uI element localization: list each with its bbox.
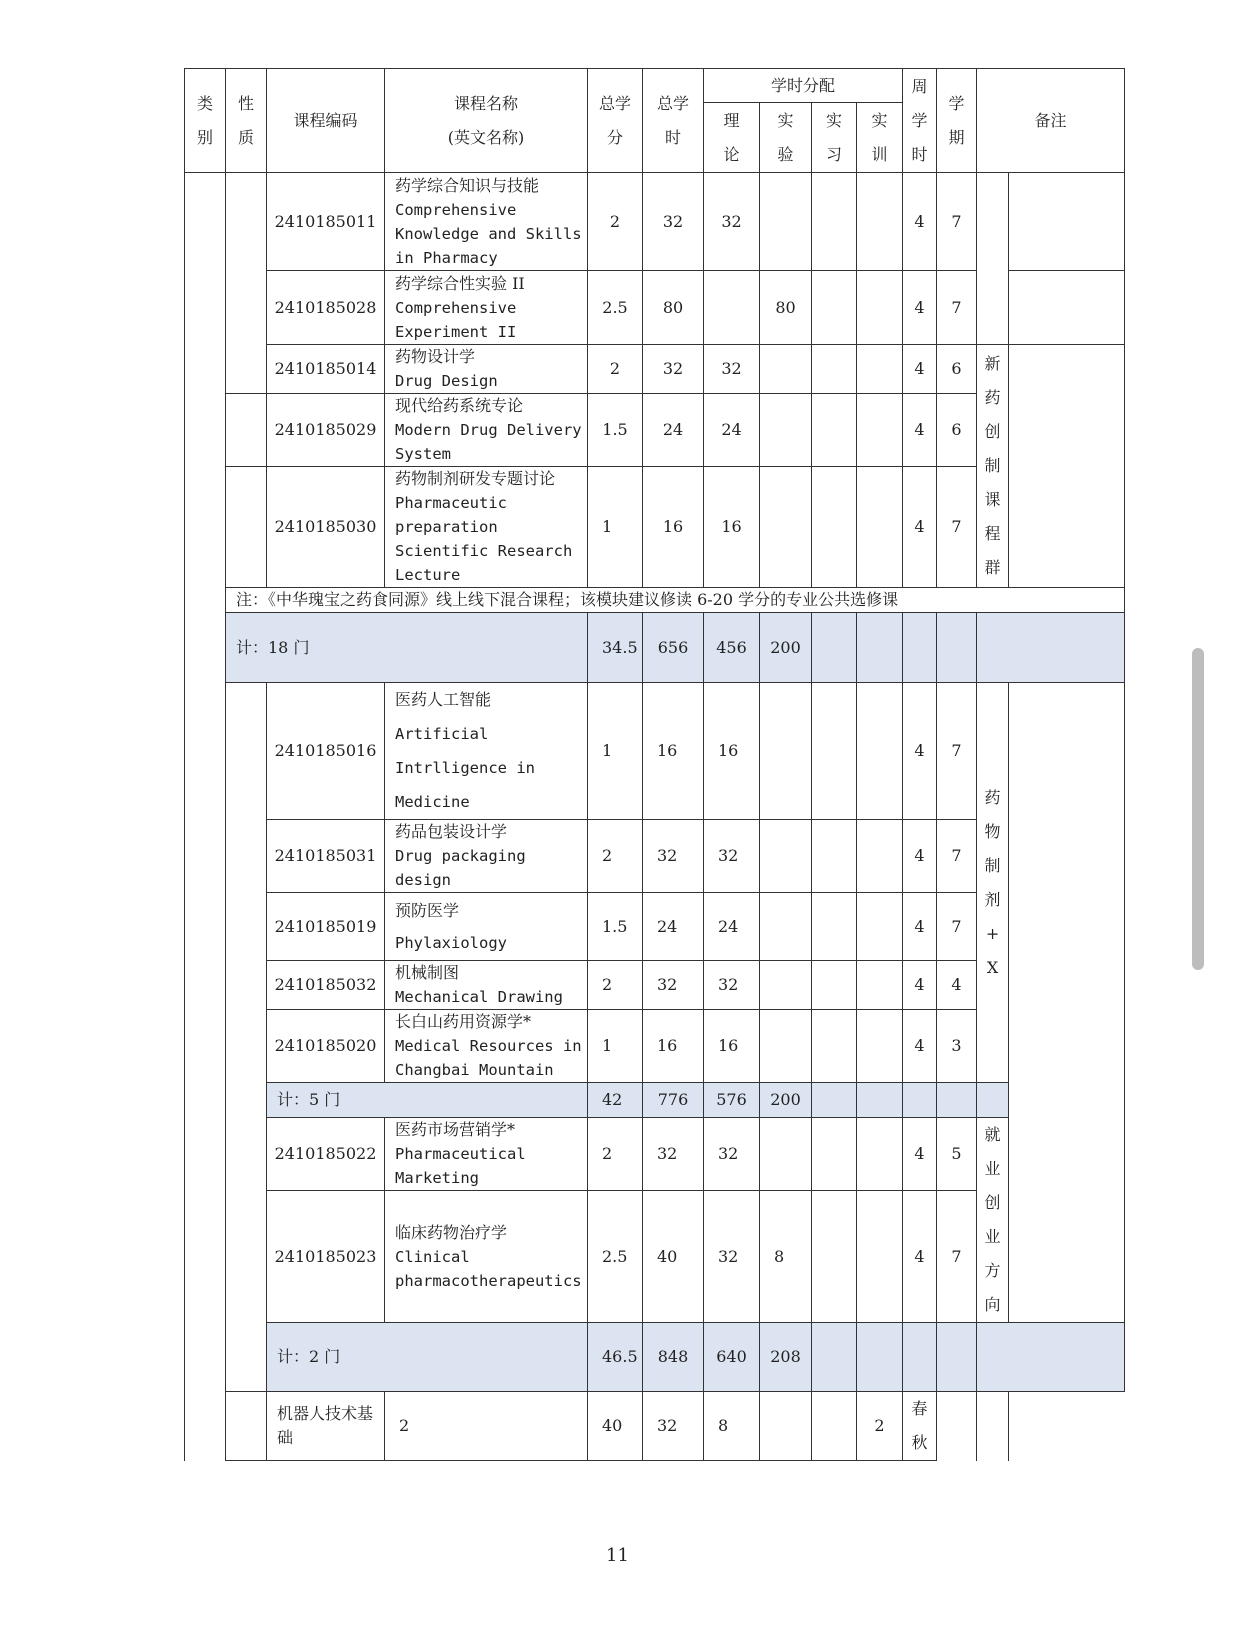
header-hours-distribution: 学时分配 (704, 69, 903, 103)
theory-hours: 32 (704, 345, 760, 394)
total-hours: 32 (643, 345, 704, 394)
experiment-hours (760, 820, 812, 893)
category-cell (185, 173, 226, 588)
course-code: 2410185029 (267, 394, 385, 467)
header-total-hours: 总学时 (643, 69, 704, 173)
experiment-hours (760, 467, 812, 588)
course-code: 2410185030 (267, 467, 385, 588)
subtotal-row (185, 1323, 1125, 1392)
weekly-hours: 4 (903, 820, 937, 893)
credits: 2 (385, 1392, 588, 1461)
total-hours: 24 (643, 394, 704, 467)
header-name (385, 69, 588, 173)
total-hours: 16 (643, 467, 704, 588)
subtotal-label: 计：2 门 (267, 1323, 588, 1392)
experiment-hours: 8 (760, 1191, 812, 1323)
semester: 4 (937, 961, 977, 1010)
course-code: 2410185031 (267, 820, 385, 893)
header-internship: 实习 (812, 103, 857, 173)
weekly-hours: 4 (903, 1010, 937, 1083)
course-name: 长白山药用资源学* Medical Resources in Changbai Mountain (385, 1010, 588, 1083)
total-hours: 16 (643, 683, 704, 820)
table-row (185, 1118, 1125, 1191)
table-row (185, 173, 1125, 271)
total-hours: 32 (643, 1118, 704, 1191)
semester: 7 (937, 467, 977, 588)
course-table (184, 68, 1125, 1461)
credits: 1.5 (588, 394, 643, 467)
course-code (226, 1392, 267, 1461)
header-code: 课程编码 (267, 69, 385, 173)
header-name-cn: 课程名称 (453, 93, 518, 113)
total-hours: 32 (643, 961, 704, 1010)
subtotal-experiment: 200 (760, 613, 812, 683)
weekly-hours: 4 (903, 683, 937, 820)
theory-hours: 32 (704, 961, 760, 1010)
course-name: 药物制剂研发专题讨论 Pharmaceutic preparation Scientific Research Lecture (385, 467, 588, 588)
theory-hours: 32 (643, 1392, 704, 1461)
header-row (185, 69, 1125, 103)
weekly-hours: 4 (903, 1191, 937, 1323)
experiment-hours (760, 1010, 812, 1083)
subtotal-row (185, 1083, 1125, 1118)
nature-cell (226, 173, 267, 394)
course-code: 2410185011 (267, 173, 385, 271)
theory-hours (704, 271, 760, 345)
experiment-hours (760, 893, 812, 961)
theory-hours: 24 (704, 893, 760, 961)
credits: 2 (588, 1118, 643, 1191)
theory-hours: 16 (704, 683, 760, 820)
experiment-hours (760, 173, 812, 271)
experiment-hours (760, 1118, 812, 1191)
semester: 春秋 (903, 1392, 937, 1461)
group-label-formulation: 药物制剂+X (977, 683, 1009, 1083)
page-number: 11 (606, 1545, 629, 1566)
header-category: 类别 (185, 69, 226, 173)
semester: 7 (937, 820, 977, 893)
total-hours: 32 (643, 173, 704, 271)
course-name: 药品包装设计学 Drug packaging design (385, 820, 588, 893)
semester: 3 (937, 1010, 977, 1083)
course-code: 2410185022 (267, 1118, 385, 1191)
course-code: 2410185028 (267, 271, 385, 345)
subtotal-credits: 42 (588, 1083, 643, 1118)
subtotal-theory: 456 (704, 613, 760, 683)
subtotal-theory: 640 (704, 1323, 760, 1392)
total-hours: 16 (643, 1010, 704, 1083)
course-name: 医药市场营销学* Pharmaceutical Marketing (385, 1118, 588, 1191)
subtotal-total: 848 (643, 1323, 704, 1392)
total-hours: 32 (643, 820, 704, 893)
experiment-hours (760, 961, 812, 1010)
theory-hours: 32 (704, 173, 760, 271)
credits: 2 (588, 961, 643, 1010)
weekly-hours: 4 (903, 893, 937, 961)
total-hours: 24 (643, 893, 704, 961)
course-code: 2410185019 (267, 893, 385, 961)
credits: 2.5 (588, 271, 643, 345)
experiment-hours (760, 394, 812, 467)
weekly-hours: 4 (903, 394, 937, 467)
total-hours: 80 (643, 271, 704, 345)
experiment-hours (760, 345, 812, 394)
course-name: 临床药物治疗学 Clinical pharmacotherapeutics (385, 1191, 588, 1323)
subtotal-total: 776 (643, 1083, 704, 1118)
semester: 7 (937, 893, 977, 961)
credits: 2 (588, 173, 643, 271)
semester: 6 (937, 394, 977, 467)
theory-hours: 16 (704, 467, 760, 588)
total-hours: 40 (588, 1392, 643, 1461)
credits: 2.5 (588, 1191, 643, 1323)
group-label-employment: 就业创业方向 (977, 1118, 1009, 1323)
theory-hours: 32 (704, 1118, 760, 1191)
course-name: 药学综合性实验 II Comprehensive Experiment II (385, 271, 588, 345)
weekly-hours: 4 (903, 173, 937, 271)
course-code: 2410185014 (267, 345, 385, 394)
header-semester: 学期 (937, 69, 977, 173)
semester: 7 (937, 1191, 977, 1323)
experiment-hours: 80 (760, 271, 812, 345)
course-code: 2410185016 (267, 683, 385, 820)
credits: 1 (588, 1010, 643, 1083)
course-name: 机器人技术基础 (267, 1392, 385, 1461)
subtotal-credits: 34.5 (588, 613, 643, 683)
experiment-hours (760, 683, 812, 820)
table-row (185, 683, 1125, 820)
header-name-en: (英文名称) (447, 127, 525, 147)
theory-hours: 16 (704, 1010, 760, 1083)
credits: 1 (588, 467, 643, 588)
note-row (185, 588, 1125, 613)
group-label-new-drug: 新药创制课程群 (977, 345, 1009, 588)
header-weekly-hours: 周学时 (903, 69, 937, 173)
semester: 6 (937, 345, 977, 394)
header-remarks: 备注 (977, 69, 1125, 173)
semester: 7 (937, 683, 977, 820)
subtotal-row (185, 613, 1125, 683)
weekly-hours: 4 (903, 467, 937, 588)
header-experiment: 实验 (760, 103, 812, 173)
semester: 7 (937, 173, 977, 271)
weekly-hours: 4 (903, 1118, 937, 1191)
subtotal-credits: 46.5 (588, 1323, 643, 1392)
credits: 1 (588, 683, 643, 820)
course-name: 现代给药系统专论 Modern Drug Delivery System (385, 394, 588, 467)
scrollbar-thumb[interactable] (1192, 648, 1204, 970)
header-theory: 理论 (704, 103, 760, 173)
subtotal-label: 计：18 门 (226, 613, 588, 683)
semester: 7 (937, 271, 977, 345)
semester: 5 (937, 1118, 977, 1191)
table-row (185, 1392, 1125, 1461)
theory-hours: 32 (704, 1191, 760, 1323)
course-code: 2410185020 (267, 1010, 385, 1083)
course-name: 药学综合知识与技能 Comprehensive Knowledge and Skills in Pharmacy (385, 173, 588, 271)
course-name: 药物设计学 Drug Design (385, 345, 588, 394)
experiment-hours: 8 (704, 1392, 760, 1461)
course-name: 机械制图 Mechanical Drawing (385, 961, 588, 1010)
subtotal-label: 计：5 门 (267, 1083, 588, 1118)
header-nature: 性质 (226, 69, 267, 173)
note-text: 注：《中华瑰宝之药食同源》线上线下混合课程；该模块建议修读 6-20 学分的专业公共选修课 (226, 588, 1125, 613)
credits: 2 (588, 820, 643, 893)
course-name: 预防医学 Phylaxiology (385, 893, 588, 961)
course-code: 2410185032 (267, 961, 385, 1010)
course-code: 2410185023 (267, 1191, 385, 1323)
weekly-hours: 4 (903, 271, 937, 345)
header-training: 实训 (857, 103, 903, 173)
weekly-hours: 2 (857, 1392, 903, 1461)
credits: 1.5 (588, 893, 643, 961)
theory-hours: 24 (704, 394, 760, 467)
subtotal-experiment: 200 (760, 1083, 812, 1118)
subtotal-total: 656 (643, 613, 704, 683)
weekly-hours: 4 (903, 961, 937, 1010)
course-name: 医药人工智能 Artificial Intrlligence in Medicine (385, 683, 588, 820)
subtotal-theory: 576 (704, 1083, 760, 1118)
header-credits: 总学分 (588, 69, 643, 173)
theory-hours: 32 (704, 820, 760, 893)
weekly-hours: 4 (903, 345, 937, 394)
table-row (185, 345, 1125, 394)
credits: 2 (588, 345, 643, 394)
subtotal-experiment: 208 (760, 1323, 812, 1392)
total-hours: 40 (643, 1191, 704, 1323)
